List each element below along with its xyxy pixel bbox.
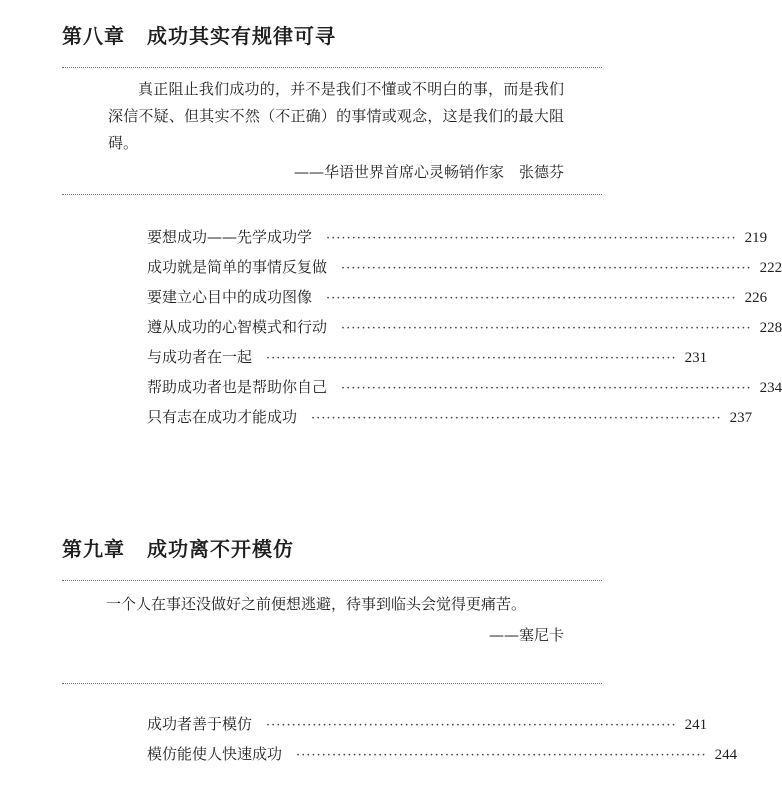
epigraph-source: ——华语世界首席心灵畅销作家 张德芬 — [293, 163, 564, 181]
toc-entry[interactable] — [147, 346, 708, 376]
chapter-9-epigraph — [108, 591, 564, 649]
toc-entry-page: 219 — [744, 230, 768, 246]
toc-entry-page: 244 — [714, 747, 738, 763]
toc-entry-page: 228 — [759, 320, 782, 336]
dot-leader: ················································································ — [341, 321, 752, 336]
toc-entry[interactable] — [147, 226, 768, 256]
toc-entry-title: 只有志在成功才能成功 — [147, 408, 298, 426]
toc-entry-page: 241 — [684, 717, 708, 733]
toc-entry[interactable] — [147, 286, 768, 316]
toc-entry[interactable] — [147, 713, 708, 743]
toc-entry-title: 帮助成功者也是帮助你自己 — [147, 378, 328, 396]
chapter-8-heading — [62, 20, 336, 49]
dot-leader: ················································································ — [326, 291, 737, 306]
dot-leader: ················································································ — [341, 261, 752, 276]
toc-entry-page: 231 — [684, 350, 708, 366]
epigraph-text: 真正阻止我们成功的，并不是我们不懂或不明白的事，而是我们深信不疑、但其实不然（不正确）的事情或观念，这是我们的最大阻碍。 — [108, 80, 564, 152]
toc-entry-title: 模仿能使人快速成功 — [147, 745, 283, 763]
dot-leader: ················································································ — [341, 381, 752, 396]
toc-entry-title: 与成功者在一起 — [147, 348, 253, 366]
chapter-9-toc — [147, 713, 738, 773]
epigraph-text: 一个人在事还没做好之前便想逃避，待事到临头会觉得更痛苦。 — [106, 595, 527, 613]
chapter-9-number: 第九章 — [62, 537, 125, 561]
divider — [62, 683, 602, 684]
toc-entry[interactable] — [147, 256, 782, 286]
chapter-8-epigraph — [108, 76, 564, 186]
toc-entry-title: 要想成功——先学成功学 — [147, 228, 313, 246]
dot-leader: ················································································ — [266, 351, 677, 366]
toc-entry-page: 226 — [744, 290, 768, 306]
chapter-8-title: 成功其实有规律可寻 — [147, 24, 336, 48]
toc-entry[interactable] — [147, 743, 738, 773]
divider — [62, 580, 602, 581]
chapter-8-toc — [147, 226, 782, 436]
divider — [62, 194, 602, 195]
toc-entry[interactable] — [147, 316, 782, 346]
dot-leader: ················································································ — [266, 718, 677, 733]
toc-entry-title: 成功者善于模仿 — [147, 715, 253, 733]
toc-entry[interactable] — [147, 406, 753, 436]
epigraph-source: ——塞尼卡 — [488, 626, 564, 644]
chapter-8-number: 第八章 — [62, 24, 125, 48]
divider — [62, 67, 602, 68]
toc-entry-title: 成功就是简单的事情反复做 — [147, 258, 328, 276]
dot-leader: ················································································ — [311, 411, 722, 426]
toc-entry[interactable] — [147, 376, 782, 406]
chapter-9-title: 成功离不开模仿 — [147, 537, 294, 561]
toc-entry-title: 遵从成功的心智模式和行动 — [147, 318, 328, 336]
toc-entry-page: 237 — [729, 410, 753, 426]
toc-entry-page: 234 — [759, 380, 782, 396]
dot-leader: ················································································ — [296, 748, 707, 763]
toc-entry-title: 要建立心目中的成功图像 — [147, 288, 313, 306]
dot-leader: ················································································ — [326, 231, 737, 246]
chapter-9-heading — [62, 533, 294, 562]
toc-entry-page: 222 — [759, 260, 782, 276]
